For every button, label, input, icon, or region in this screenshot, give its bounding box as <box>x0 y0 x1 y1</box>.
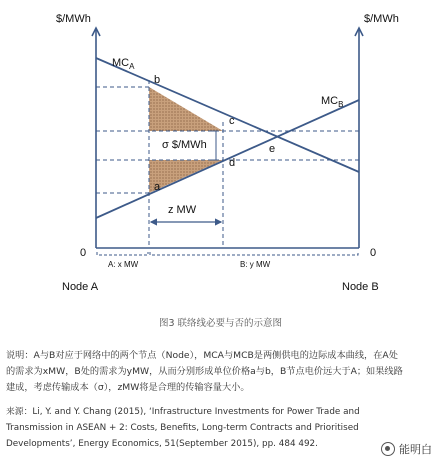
source-line-2: Transmission in ASEAN + 2: Costs, Benefits, Long-term Contracts and Prioritised <box>6 423 359 433</box>
source-line-1: 来源：Li, Y. and Y. Chang (2015), ‘Infrastructure Investments for Power Trade and <box>6 407 360 417</box>
node-a-label: Node A <box>62 281 99 293</box>
watermark-logo-icon <box>381 442 395 456</box>
point-a-label: a <box>154 181 161 193</box>
figure-caption: 图3 联络线必要与否的示意图 <box>158 318 283 329</box>
point-e-label: e <box>269 143 276 155</box>
origin-left-label: 0 <box>80 247 87 259</box>
watermark-text: 能明白 <box>399 443 432 456</box>
range-a-brace <box>97 252 148 255</box>
source-line-3: Developments’, Energy Economics, 51(September 2015), pp. 484 492. <box>6 439 318 449</box>
range-b-label: B: y MW <box>240 260 271 269</box>
y-axis-left-label: $/MWh <box>56 13 91 25</box>
mc-b-curve <box>96 100 359 218</box>
watermark <box>378 440 435 458</box>
mc-a-label: $MC_A$ <box>112 57 135 71</box>
mc-a-curve <box>96 58 359 172</box>
range-b-brace <box>150 252 358 255</box>
point-b-label: b <box>154 74 161 86</box>
sigma-label: σ $/MWh <box>162 139 207 151</box>
node-b-label: Node B <box>342 281 379 293</box>
explanation-line-1: 说明：A与B对应于网络中的两个节点（Node），MCA与MCB是两侧供电的边际成本曲线，在A处 <box>6 350 398 361</box>
point-d-label: d <box>229 157 236 169</box>
y-axis-right-label: $/MWh <box>364 13 399 25</box>
origin-right-label: 0 <box>370 247 377 259</box>
range-a-label: A: x MW <box>108 260 139 269</box>
mc-b-label: $MC_B$ <box>321 95 344 109</box>
point-c-label: c <box>229 115 235 127</box>
explanation-line-2: 的需求为xMW，B处的需求为yMW，从而分别形成单位价格a与b，B节点电价远大于A；如果线路 <box>6 366 403 377</box>
explanation-line-3: 建成，考虑传输成本（σ），zMW将是合理的传输容量大小。 <box>6 382 250 393</box>
z-mw-label: z MW <box>168 204 197 216</box>
